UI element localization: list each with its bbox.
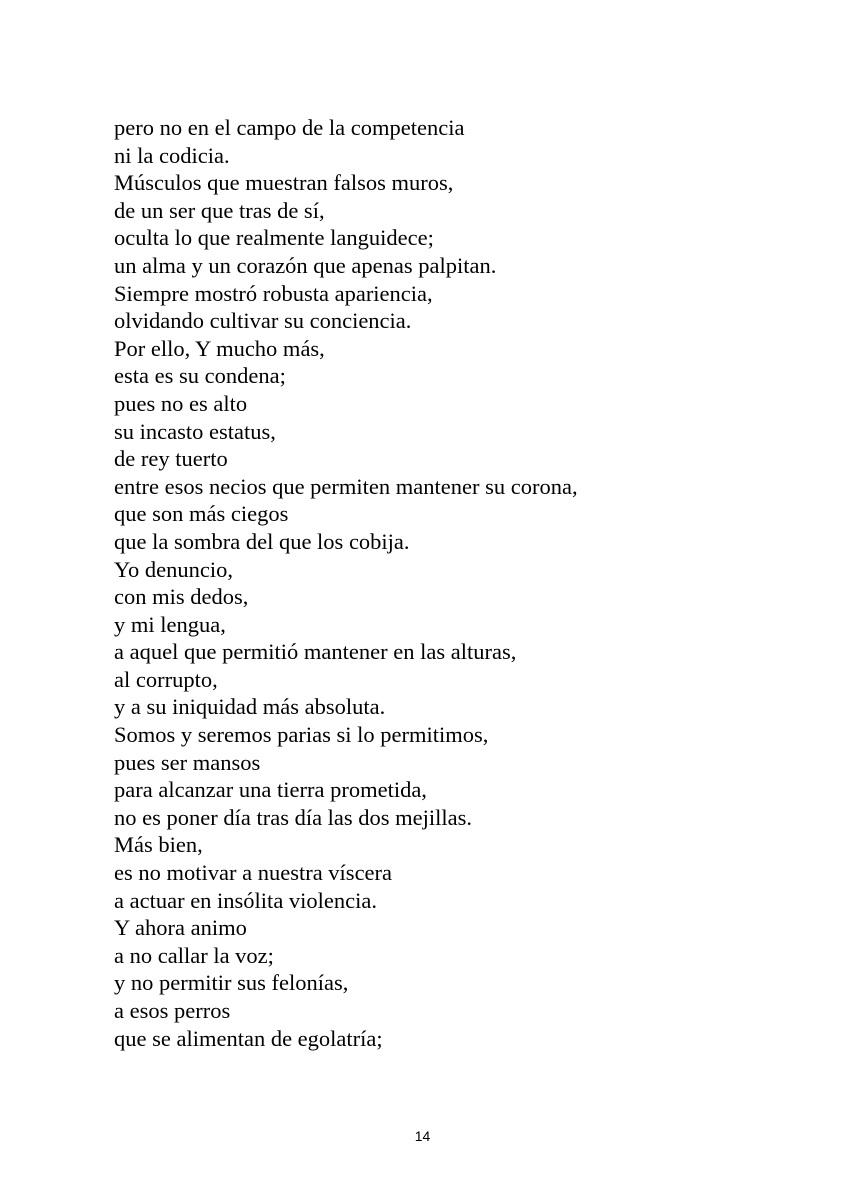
poem-line: y mi lengua,: [114, 611, 226, 637]
poem-line: con mis dedos,: [114, 584, 249, 610]
poem-line: olvidando cultivar su conciencia.: [114, 308, 412, 334]
poem-line: pues no es alto: [114, 390, 248, 416]
poem-line: de rey tuerto: [114, 446, 228, 472]
poem-line: Yo denuncio,: [114, 556, 233, 582]
poem-line: es no motivar a nuestra víscera: [114, 860, 393, 886]
poem-line: y no permitir sus felonías,: [114, 970, 349, 996]
poem-line: a aquel que permitió mantener en las alturas,: [114, 639, 517, 665]
poem-line: Siempre mostró robusta apariencia,: [114, 280, 433, 306]
page-number: 14: [414, 1128, 431, 1144]
poem-line: ni la codicia.: [114, 142, 230, 168]
poem-line: para alcanzar una tierra prometida,: [114, 777, 427, 803]
poem-line: y a su iniquidad más absoluta.: [114, 694, 386, 720]
poem-line: pero no en el campo de la competencia: [114, 115, 465, 140]
poem-line: a actuar en insólita violencia.: [114, 887, 378, 913]
poem-line: entre esos necios que permiten mantener su corona,: [114, 473, 578, 499]
poem-line: un alma y un corazón que apenas palpitan.: [114, 252, 497, 278]
poem-line: esta es su condena;: [114, 363, 286, 389]
poem-line: que son más ciegos: [114, 501, 289, 527]
poem-line: su incasto estatus,: [114, 418, 276, 444]
poem-line: Músculos que muestran falsos muros,: [114, 170, 454, 196]
poem-line: al corrupto,: [114, 666, 218, 692]
poem-line: a esos perros: [114, 998, 231, 1023]
poem-line: que la sombra del que los cobija.: [114, 528, 410, 554]
poem-line: de un ser que tras de sí,: [114, 197, 325, 223]
poem-line: Somos y seremos parias si lo permitimos,: [114, 722, 489, 748]
poem-line: que se alimentan de egolatría;: [114, 1025, 383, 1051]
poem-line: Por ello, Y mucho más,: [114, 335, 325, 361]
poem-line: Y ahora animo: [114, 915, 247, 941]
poem-line: pues ser mansos: [114, 749, 261, 775]
poem-line: Más bien,: [114, 832, 203, 858]
poem-line: oculta lo que realmente languidece;: [114, 225, 434, 251]
poem-line: a no callar la voz;: [114, 942, 274, 968]
poem-text: [114, 114, 814, 1052]
poem-line: no es poner día tras día las dos mejillas.: [114, 804, 473, 830]
